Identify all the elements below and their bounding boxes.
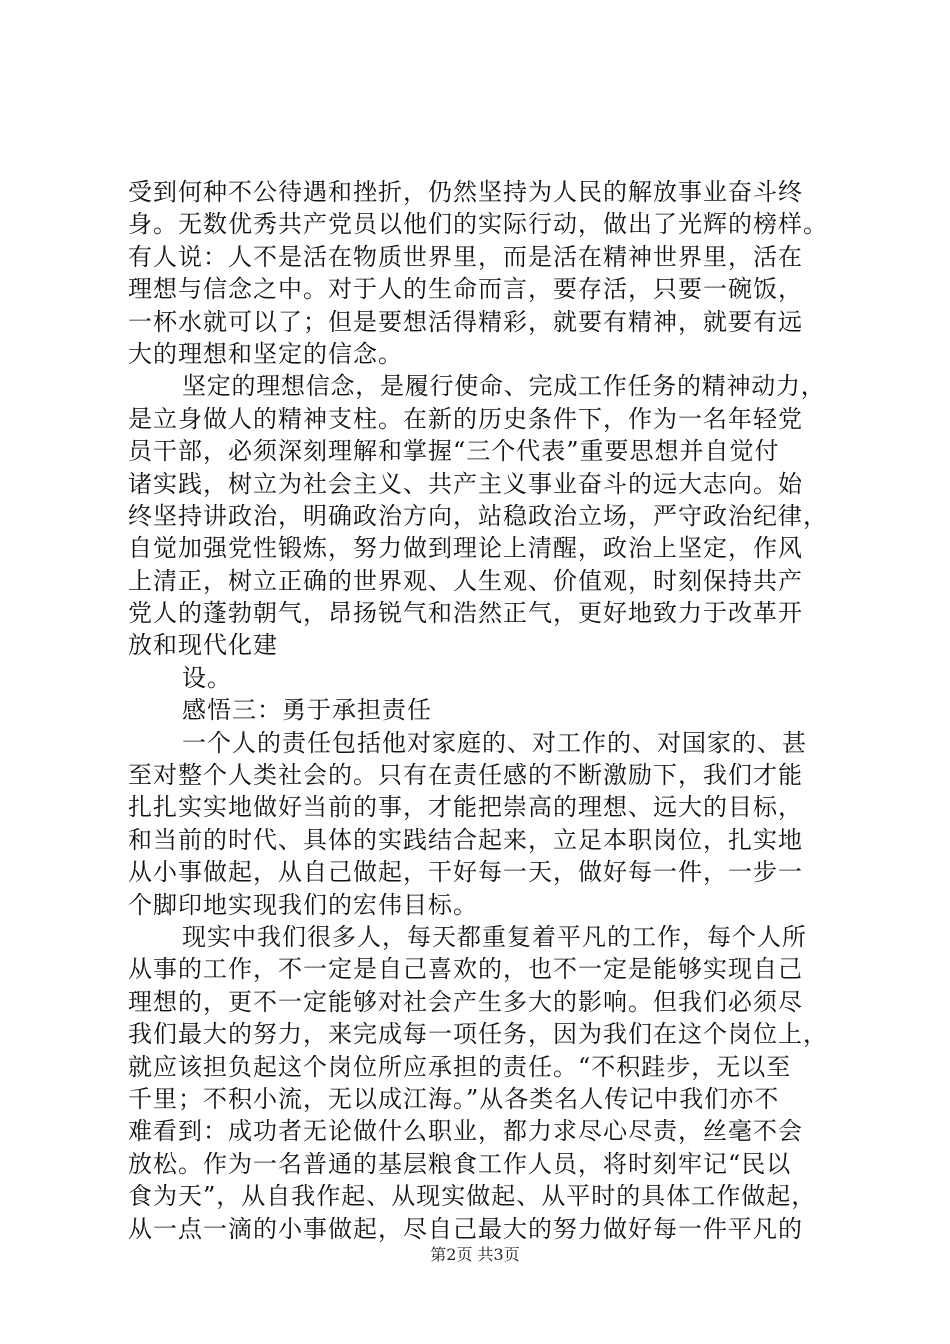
document-body xyxy=(128,176,828,1245)
text-line: 受到何种不公待遇和挫折，仍然坚持为人民的解放事业奋斗终 xyxy=(128,178,803,206)
text-line: 千里；不积小流，无以成江海。”从各类名人传记中我们亦不 xyxy=(128,1084,780,1113)
text-line: 理想的，更不一定能够对社会产生多大的影响。但我们必须尽 xyxy=(128,987,803,1016)
text-line: 设。 xyxy=(182,663,232,692)
text-line: 感悟三：勇于承担责任 xyxy=(182,696,432,725)
text-line: 从事的工作，不一定是自己喜欢的，也不一定是能够实现自己 xyxy=(128,955,803,984)
text-line: 诸实践，树立为社会主义、共产主义事业奋斗的远大志向。始 xyxy=(128,469,803,498)
text-line: 自觉加强党性锻炼，努力做到理论上清醒，政治上坚定，作风 xyxy=(128,534,803,563)
text-line: 放和现代化建 xyxy=(128,631,278,660)
text-line: 和当前的时代、具体的实践结合起来，立足本职岗位，扎实地 xyxy=(128,825,803,854)
text-line: 我们最大的努力，来完成每一项任务，因为我们在这个岗位上， xyxy=(128,1020,828,1049)
text-line: 个脚印地实现我们的宏伟目标。 xyxy=(128,890,478,919)
text-line: 从一点一滴的小事做起，尽自己最大的努力做好每一件平凡的 xyxy=(128,1214,803,1243)
text-line: 现实中我们很多人，每天都重复着平凡的工作，每个人所 xyxy=(182,922,807,951)
text-line: 一杯水就可以了；但是要想活得精彩，就要有精神，就要有远 xyxy=(128,307,803,336)
text-line: 就应该担负起这个岗位所应承担的责任。“不积跬步，无以至 xyxy=(128,1052,792,1081)
text-line: 是立身做人的精神支柱。在新的历史条件下，作为一名年轻党 xyxy=(128,404,803,433)
text-line: 至对整个人类社会的。只有在责任感的不断激励下，我们才能 xyxy=(128,761,803,790)
text-line: 上清正，树立正确的世界观、人生观、价值观，时刻保持共产 xyxy=(128,566,803,595)
text-line: 员干部，必须深刻理解和掌握“三个代表”重要思想并自觉付 xyxy=(128,437,780,466)
text-line: 从小事做起，从自己做起，干好每一天，做好每一件，一步一 xyxy=(128,858,803,887)
text-line: 坚定的理想信念，是履行使命、完成工作任务的精神动力， xyxy=(182,372,826,401)
text-line: 理想与信念之中。对于人的生命而言，要存活，只要一碗饭， xyxy=(128,275,803,304)
page-footer: 第2页 共3页 xyxy=(430,1245,520,1264)
text-line: 大的理想和坚定的信念。 xyxy=(128,339,403,368)
text-line: 放松。作为一名普通的基层粮食工作人员，将时刻牢记“民以 xyxy=(128,1149,792,1178)
text-line: 终坚持讲政治，明确政治方向，站稳政治立场，严守政治纪律， xyxy=(128,501,828,530)
text-line: 一个人的责任包括他对家庭的、对工作的、对国家的、甚 xyxy=(182,728,807,757)
text-line: 身。无数优秀共产党员以他们的实际行动，做出了光辉的榜样。 xyxy=(128,210,828,239)
text-line: 党人的蓬勃朝气，昂扬锐气和浩然正气，更好地致力于改革开 xyxy=(128,599,803,628)
text-line: 扎扎实实地做好当前的事，才能把崇高的理想、远大的目标， xyxy=(128,793,803,822)
text-line: 有人说：人不是活在物质世界里，而是活在精神世界里，活在 xyxy=(128,242,803,271)
text-line: 难看到：成功者无论做什么职业，都力求尽心尽责，丝毫不会 xyxy=(128,1117,803,1146)
text-line: 食为天”，从自我作起、从现实做起、从平时的具体工作做起， xyxy=(128,1182,817,1211)
